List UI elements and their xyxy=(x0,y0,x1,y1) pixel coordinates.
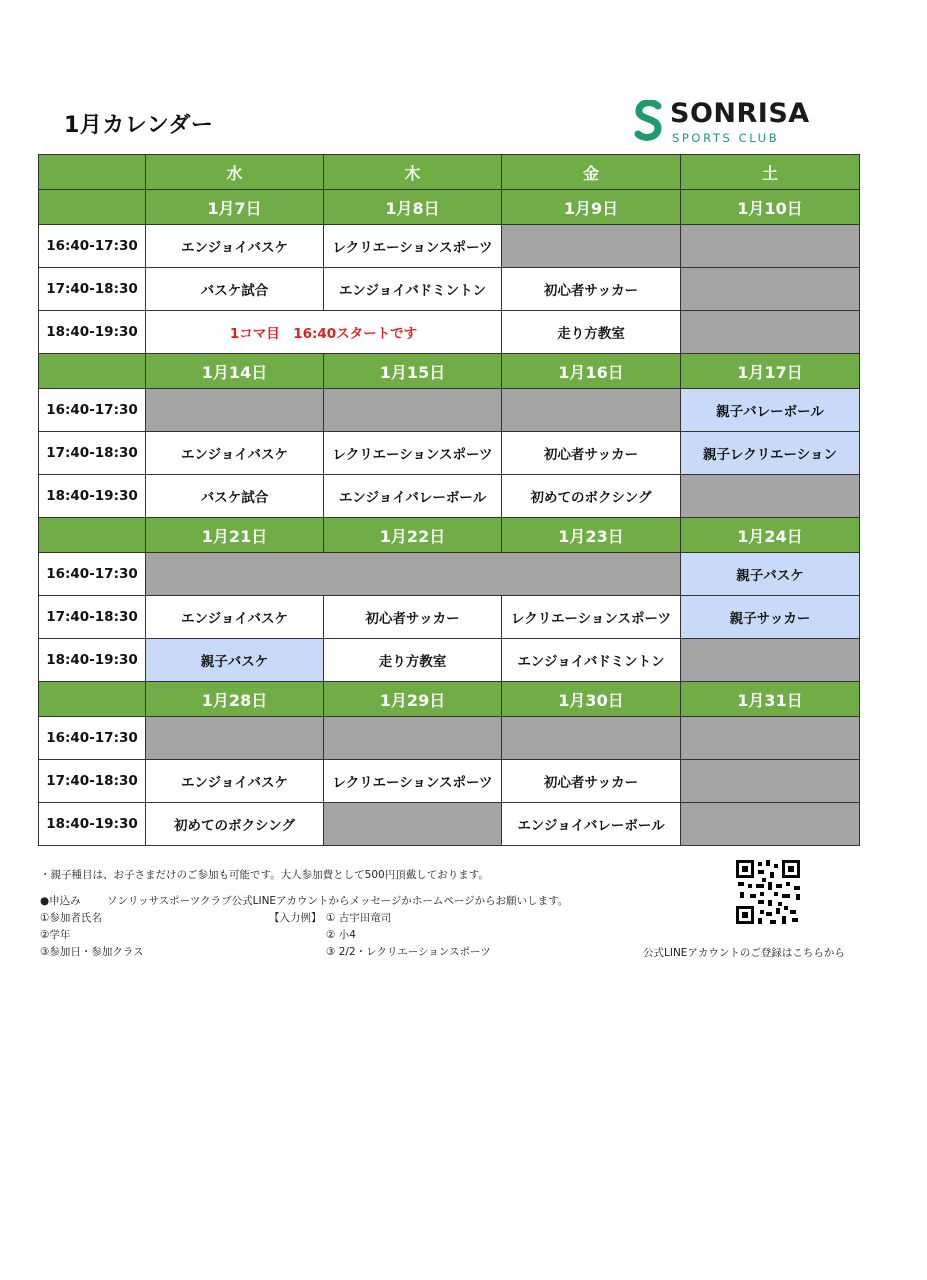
time-slot-row xyxy=(39,389,860,432)
time-slot-row xyxy=(39,717,860,760)
no-class-cell xyxy=(681,639,860,682)
no-class-cell xyxy=(146,553,681,596)
date-row xyxy=(39,682,860,717)
logo-wordmark: SONRISA xyxy=(670,98,810,129)
time-slot-row xyxy=(39,553,860,596)
no-class-cell xyxy=(681,311,860,354)
class-cell: レクリエーションスポーツ xyxy=(324,760,502,803)
date-cell: 1月10日 xyxy=(681,190,860,225)
date-row xyxy=(39,518,860,553)
date-cell: 1月30日 xyxy=(502,682,681,717)
parent-child-class-cell: 親子レクリエーション xyxy=(681,432,860,475)
parent-child-class-cell: 親子バレーボール xyxy=(681,389,860,432)
sonrisa-logo xyxy=(634,98,810,150)
weekday-fri: 金 xyxy=(502,155,681,190)
class-cell: 初心者サッカー xyxy=(502,268,681,311)
date-row xyxy=(39,354,860,389)
no-class-cell xyxy=(324,717,502,760)
no-class-cell xyxy=(681,225,860,268)
weekday-sat: 土 xyxy=(681,155,860,190)
class-cell: エンジョイバスケ xyxy=(146,760,324,803)
class-cell: レクリエーションスポーツ xyxy=(324,225,502,268)
time-slot-row xyxy=(39,760,860,803)
class-cell: 走り方教室 xyxy=(324,639,502,682)
no-class-cell xyxy=(146,717,324,760)
start-time-notice: 1コマ目 16:40スタートです xyxy=(146,311,502,354)
class-cell: レクリエーションスポーツ xyxy=(324,432,502,475)
no-class-cell xyxy=(324,803,502,846)
class-cell: 初めてのボクシング xyxy=(146,803,324,846)
date-cell: 1月29日 xyxy=(324,682,502,717)
corner-cell xyxy=(39,155,146,190)
field-name: ①参加者氏名 xyxy=(40,912,102,924)
class-cell: 初心者サッカー xyxy=(324,596,502,639)
date-cell: 1月28日 xyxy=(146,682,324,717)
time-label: 16:40-17:30 xyxy=(39,717,146,760)
class-cell: バスケ試合 xyxy=(146,475,324,518)
time-label: 18:40-19:30 xyxy=(39,639,146,682)
example-grade: ② 小4 xyxy=(326,929,356,941)
class-cell: レクリエーションスポーツ xyxy=(502,596,681,639)
no-class-cell xyxy=(502,717,681,760)
calendar-table xyxy=(38,154,860,846)
example-name: ① 古宇田竜司 xyxy=(326,912,392,924)
line-account-caption: 公式LINEアカウントのご登録はこちらから xyxy=(643,947,845,959)
date-cell: 1月23日 xyxy=(502,518,681,553)
class-cell: バスケ試合 xyxy=(146,268,324,311)
field-date-class: ③参加日・参加クラス xyxy=(40,946,144,958)
class-cell: エンジョイバスケ xyxy=(146,596,324,639)
time-label: 17:40-18:30 xyxy=(39,596,146,639)
time-slot-row xyxy=(39,475,860,518)
date-cell: 1月16日 xyxy=(502,354,681,389)
no-class-cell xyxy=(681,803,860,846)
date-cell: 1月24日 xyxy=(681,518,860,553)
time-label: 17:40-18:30 xyxy=(39,268,146,311)
date-cell: 1月22日 xyxy=(324,518,502,553)
class-cell: エンジョイバスケ xyxy=(146,225,324,268)
weekday-thu: 木 xyxy=(324,155,502,190)
no-class-cell xyxy=(681,475,860,518)
time-label: 17:40-18:30 xyxy=(39,432,146,475)
date-corner-cell xyxy=(39,190,146,225)
no-class-cell xyxy=(681,717,860,760)
weekday-wed: 水 xyxy=(146,155,324,190)
time-slot-row xyxy=(39,803,860,846)
apply-instructions: ソンリッサスポーツクラブ公式LINEアカウントからメッセージかホームページからお願いします。 xyxy=(107,895,569,907)
no-class-cell xyxy=(324,389,502,432)
class-cell: エンジョイバレーボール xyxy=(324,475,502,518)
field-grade: ②学年 xyxy=(40,929,71,941)
date-cell: 1月7日 xyxy=(146,190,324,225)
parent-child-class-cell: 親子サッカー xyxy=(681,596,860,639)
date-corner-cell xyxy=(39,518,146,553)
logo-subtitle: SPORTS CLUB xyxy=(672,131,780,145)
no-class-cell xyxy=(502,225,681,268)
date-cell: 1月15日 xyxy=(324,354,502,389)
time-label: 18:40-19:30 xyxy=(39,311,146,354)
parent-child-class-cell: 親子バスケ xyxy=(146,639,324,682)
time-slot-row xyxy=(39,225,860,268)
parent-child-note: ・親子種目は、お子さまだけのご参加も可能です。大人参加費として500円頂戴しております。 xyxy=(40,869,489,881)
no-class-cell xyxy=(681,760,860,803)
class-cell: エンジョイバドミントン xyxy=(324,268,502,311)
line-qr-code-icon[interactable] xyxy=(736,860,800,924)
time-label: 16:40-17:30 xyxy=(39,389,146,432)
time-slot-row xyxy=(39,639,860,682)
no-class-cell xyxy=(681,268,860,311)
time-slot-row xyxy=(39,311,860,354)
class-cell: エンジョイバスケ xyxy=(146,432,324,475)
time-slot-row xyxy=(39,596,860,639)
weekday-header-row xyxy=(39,155,860,190)
date-corner-cell xyxy=(39,354,146,389)
time-slot-row xyxy=(39,432,860,475)
date-corner-cell xyxy=(39,682,146,717)
class-cell: 初心者サッカー xyxy=(502,760,681,803)
date-cell: 1月8日 xyxy=(324,190,502,225)
no-class-cell xyxy=(502,389,681,432)
class-cell: エンジョイバレーボール xyxy=(502,803,681,846)
class-cell: 走り方教室 xyxy=(502,311,681,354)
time-label: 17:40-18:30 xyxy=(39,760,146,803)
date-cell: 1月9日 xyxy=(502,190,681,225)
date-row xyxy=(39,190,860,225)
parent-child-class-cell: 親子バスケ xyxy=(681,553,860,596)
time-label: 16:40-17:30 xyxy=(39,225,146,268)
time-label: 16:40-17:30 xyxy=(39,553,146,596)
apply-label: ●申込み xyxy=(40,895,81,907)
date-cell: 1月17日 xyxy=(681,354,860,389)
no-class-cell xyxy=(146,389,324,432)
time-label: 18:40-19:30 xyxy=(39,803,146,846)
page-title: 1月カレンダー xyxy=(64,113,214,138)
example-label: 【入力例】 xyxy=(269,912,322,924)
class-cell: 初めてのボクシング xyxy=(502,475,681,518)
example-date-class: ③ 2/2・レクリエーションスポーツ xyxy=(326,946,491,958)
class-cell: 初心者サッカー xyxy=(502,432,681,475)
time-label: 18:40-19:30 xyxy=(39,475,146,518)
time-slot-row xyxy=(39,268,860,311)
date-cell: 1月21日 xyxy=(146,518,324,553)
date-cell: 1月31日 xyxy=(681,682,860,717)
class-cell: エンジョイバドミントン xyxy=(502,639,681,682)
sonrisa-s-logo-icon xyxy=(634,100,664,144)
date-cell: 1月14日 xyxy=(146,354,324,389)
